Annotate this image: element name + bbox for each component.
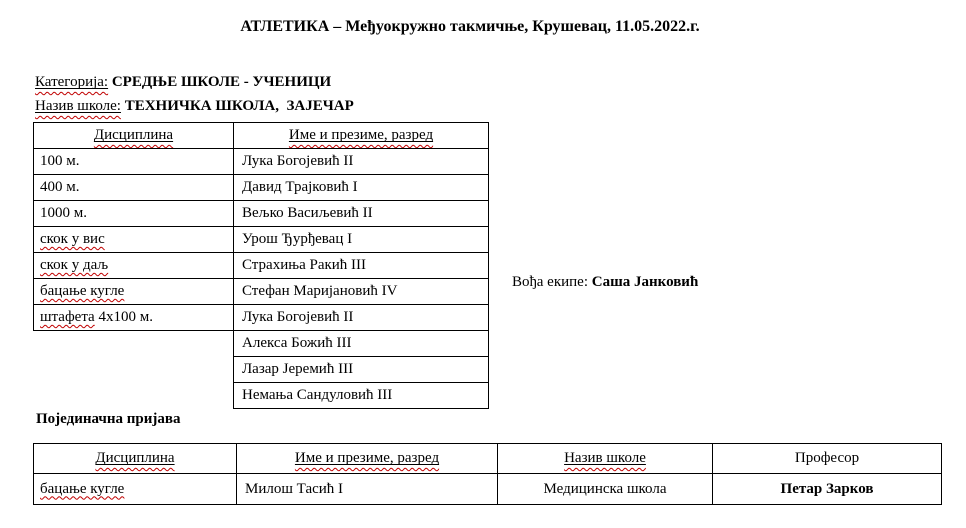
- discipline-cell: бацање кугле: [34, 279, 234, 305]
- table-row: [34, 305, 489, 331]
- discipline-cell: 400 м.: [34, 175, 234, 201]
- table-row: [34, 201, 489, 227]
- discipline-cell: штафета 4x100 м.: [34, 305, 234, 331]
- school-value: ТЕХНИЧКА ШКОЛА, ЗАЈЕЧАР: [124, 98, 354, 114]
- table-row: [34, 474, 942, 505]
- empty-cell: [34, 383, 234, 409]
- name-cell: Алекса Божић III: [234, 331, 489, 357]
- discipline-cell: 1000 м.: [34, 201, 234, 227]
- empty-cell: [34, 331, 234, 357]
- team-registration-table: [33, 122, 489, 409]
- name-cell: Страхиња Ракић III: [234, 253, 489, 279]
- individual-entry-heading: Појединачна пријава: [36, 411, 181, 427]
- table-row: [34, 253, 489, 279]
- discipline-cell: скок у даљ: [34, 253, 234, 279]
- team-leader-line: [497, 257, 698, 308]
- name-cell: Урош Ђурђевац I: [234, 227, 489, 253]
- table-header-row: [34, 444, 942, 474]
- table-header-row: [34, 123, 489, 149]
- team-leader-label: Вођа екипе:: [512, 274, 592, 290]
- name-cell: Немања Сандуловић III: [234, 383, 489, 409]
- team-leader-name: Саша Јанковић: [591, 274, 699, 290]
- professor-cell: Петар Зарков: [713, 474, 942, 505]
- table-row: [34, 383, 489, 409]
- name-header-cell: Име и презиме, разред: [237, 444, 498, 474]
- table-row: [34, 175, 489, 201]
- table-row: [34, 279, 489, 305]
- table-row: [34, 357, 489, 383]
- document-title: АТЛЕТИКА – Међуокружно такмичње, Крушевац, 11.05.2022.г.: [240, 18, 700, 35]
- name-header-cell: Име и презиме, разред: [234, 123, 489, 149]
- name-cell: Лука Богојевић II: [234, 305, 489, 331]
- discipline-cell: 100 м.: [34, 149, 234, 175]
- category-value: СРЕДЊЕ ШКОЛЕ - УЧЕНИЦИ: [111, 74, 332, 90]
- discipline-header-cell: Дисциплина: [34, 123, 234, 149]
- discipline-header-cell: Дисциплина: [34, 444, 237, 474]
- name-cell: Стефан Маријановић IV: [234, 279, 489, 305]
- discipline-cell: скок у вис: [34, 227, 234, 253]
- discipline-cell: бацање кугле: [34, 474, 237, 505]
- name-cell: Милош Тасић I: [237, 474, 498, 505]
- table-row: [34, 331, 489, 357]
- professor-header-cell: Професор: [713, 444, 942, 474]
- name-cell: Лука Богојевић II: [234, 149, 489, 175]
- school-label: Назив школе:: [35, 98, 121, 114]
- table-row: [34, 227, 489, 253]
- name-cell: Вељко Васиљевић II: [234, 201, 489, 227]
- school-cell: Медицинска школа: [498, 474, 713, 505]
- empty-cell: [34, 357, 234, 383]
- name-cell: Лазар Јеремић III: [234, 357, 489, 383]
- school-header-cell: Назив школе: [498, 444, 713, 474]
- table-row: [34, 149, 489, 175]
- category-label: Категорија:: [35, 74, 109, 90]
- individual-entry-table: [33, 443, 942, 505]
- name-cell: Давид Трајковић I: [234, 175, 489, 201]
